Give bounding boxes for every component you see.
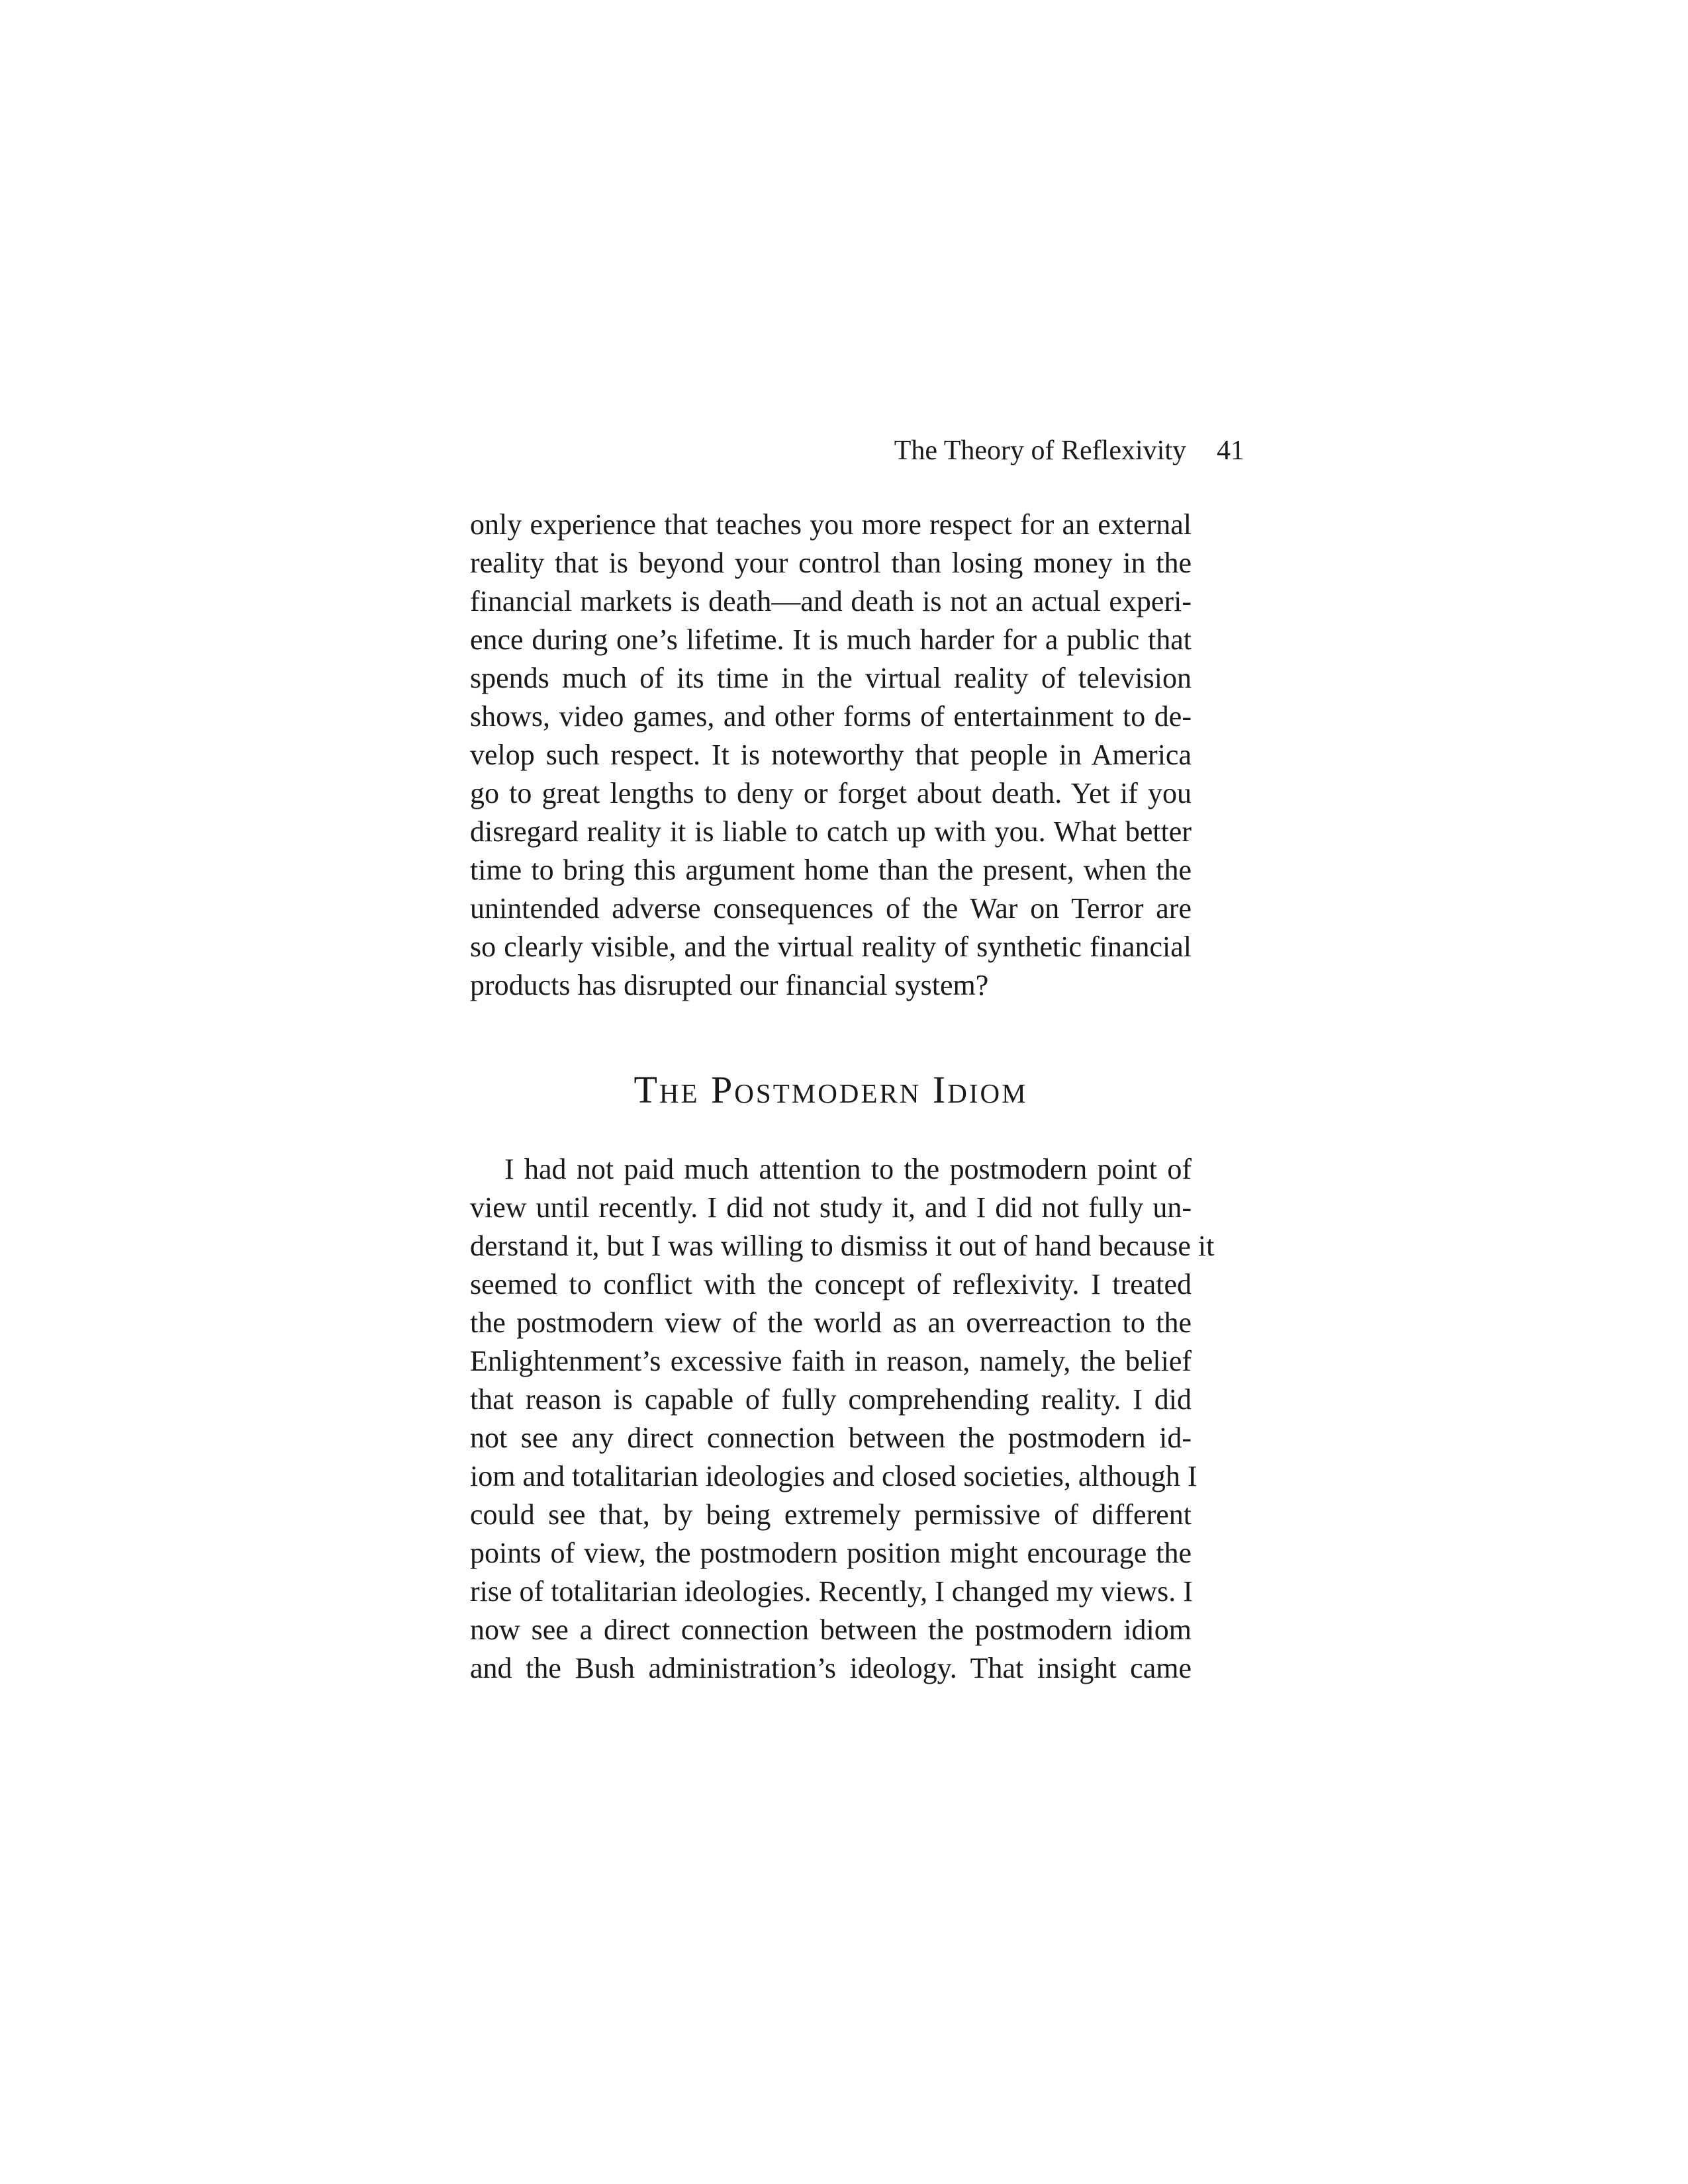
text-line: iom and totalitarian ideologies and closed societies, although I <box>470 1460 1197 1492</box>
page-number: 41 <box>1217 435 1244 466</box>
text-line: spends much of its time in the virtual reality of television <box>470 662 1192 694</box>
text-line: could see that, by being extremely permissive of different <box>470 1498 1192 1531</box>
text-line: disregard reality it is liable to catch up with you. What better <box>470 815 1192 848</box>
text-line: Enlightenment’s excessive faith in reason, namely, the belief <box>470 1345 1192 1377</box>
text-line: now see a direct connection between the postmodern idiom <box>470 1614 1192 1646</box>
text-line: derstand it, but I was willing to dismiss it out of hand because it <box>470 1230 1215 1262</box>
text-line: seemed to conflict with the concept of reflexivity. I treated <box>470 1268 1192 1300</box>
text-line: time to bring this argument home than the present, when the <box>470 854 1192 886</box>
text-line: unintended adverse consequences of the War on Terror are <box>470 892 1192 925</box>
running-head <box>470 433 1244 468</box>
text-line: financial markets is death—and death is not an actual experi- <box>470 585 1192 617</box>
text-line: ence during one’s lifetime. It is much harder for a public that <box>470 623 1192 656</box>
section-heading: The Postmodern Idiom <box>633 1068 1028 1111</box>
text-line: velop such respect. It is noteworthy that people in America <box>470 739 1192 771</box>
text-line: rise of totalitarian ideologies. Recently, I changed my views. I <box>470 1575 1193 1608</box>
paragraph-continued <box>470 506 1192 1005</box>
text-line: shows, video games, and other forms of entertainment to de- <box>470 700 1192 733</box>
text-line: the postmodern view of the world as an overreaction to the <box>470 1306 1192 1339</box>
text-line: go to great lengths to deny or forget about death. Yet if you <box>470 777 1192 809</box>
text-line: products has disrupted our financial system? <box>470 969 989 1001</box>
text-line: so clearly visible, and the virtual reality of synthetic financial <box>470 931 1192 963</box>
section-paragraph <box>470 1150 1215 1688</box>
text-line: not see any direct connection between the postmodern id- <box>470 1422 1192 1454</box>
text-line: view until recently. I did not study it, and I did not fully un- <box>470 1191 1192 1224</box>
text-line: only experience that teaches you more respect for an external <box>470 508 1192 541</box>
text-line: reality that is beyond your control than losing money in the <box>470 547 1192 579</box>
text-line: points of view, the postmodern position might encourage the <box>470 1537 1192 1569</box>
text-line: that reason is capable of fully comprehending reality. I did <box>470 1383 1192 1416</box>
text-line: and the Bush administration’s ideology. That insight came <box>470 1652 1192 1684</box>
running-title: The Theory of Reflexivity <box>894 435 1186 466</box>
text-line: I had not paid much attention to the postmodern point of <box>504 1153 1192 1185</box>
